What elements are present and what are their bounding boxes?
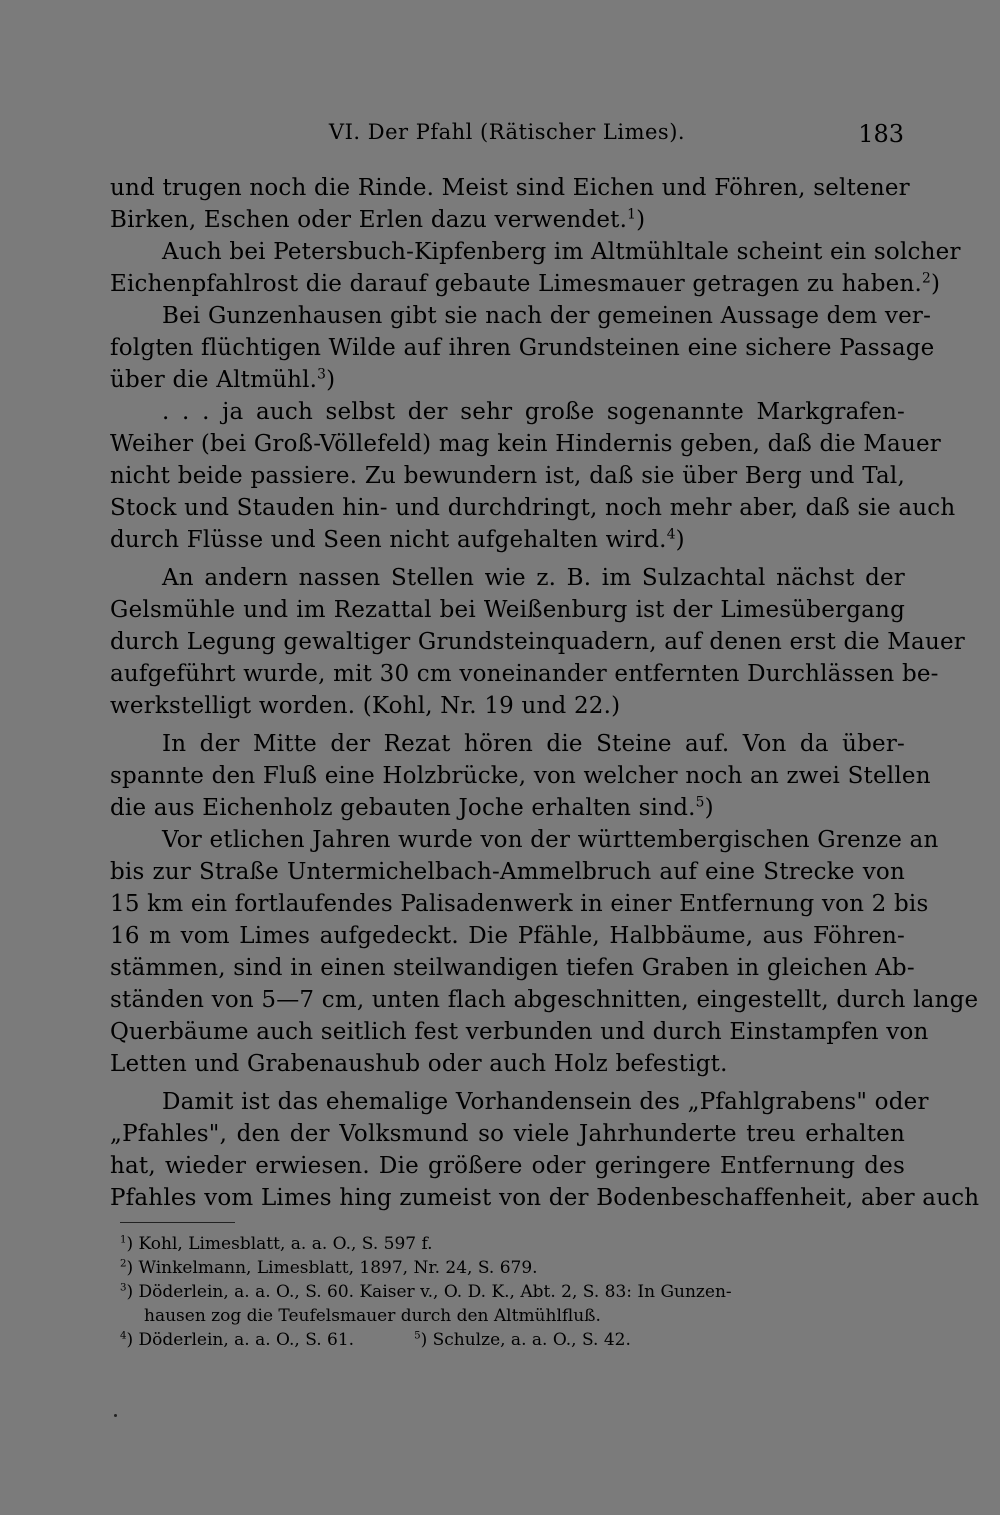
footnote-ref: 5	[695, 794, 705, 811]
text-line: Damit ist das ehemalige Vorhandensein des „Pfahlgrabens" oder	[162, 1089, 929, 1115]
footnote: $^4$) Döderlein, a. a. O., S. 61. $^5$) Schulze, a. a. O., S. 42.	[120, 1330, 631, 1350]
footnote-ref: 3	[317, 366, 327, 383]
text-line: ständen von 5—7 cm, unten flach abgeschnitten, eingestellt, durch lange	[110, 987, 979, 1013]
text-line: Birken, Eschen oder Erlen dazu verwendet.$^1$)	[110, 206, 646, 233]
text-line: Letten und Grabenaushub oder auch Holz befestigt.	[110, 1051, 728, 1077]
footnote-marker: 5	[414, 1330, 421, 1342]
text-line: 16 m vom Limes aufgedeckt. Die Pfähle, Halbbäume, aus Föhren-	[110, 923, 905, 949]
footnote-continuation: hausen zog die Teufelsmauer durch den Altmühlfluß.	[144, 1306, 601, 1326]
text-line: und trugen noch die Rinde. Meist sind Eichen und Föhren, seltener	[110, 175, 910, 201]
page-header	[110, 120, 904, 156]
text-line: folgten flüchtigen Wilde auf ihren Grundsteinen eine sichere Passage	[110, 335, 935, 361]
footnote-ref: 2	[921, 270, 931, 287]
scan-speck	[114, 1414, 117, 1417]
footnote-marker: 4	[120, 1330, 127, 1342]
footnotes	[120, 1232, 905, 1352]
text-line: „Pfahles", den der Volksmund so viele Jahrhunderte treu erhalten	[110, 1121, 905, 1147]
text-line: aufgeführt wurde, mit 30 cm voneinander entfernten Durchlässen be-	[110, 661, 939, 687]
text-line: spannte den Fluß eine Holzbrücke, von welcher noch an zwei Stellen	[110, 763, 931, 789]
text-line: bis zur Straße Untermichelbach-Ammelbruch auf eine Strecke von	[110, 859, 905, 885]
text-line: hat, wieder erwiesen. Die größere oder geringere Entfernung des	[110, 1153, 905, 1179]
text-line: durch Flüsse und Seen nicht aufgehalten wird.$^4$)	[110, 526, 685, 553]
footnote-marker: 1	[120, 1234, 127, 1246]
text-line: In der Mitte der Rezat hören die Steine auf. Von da über-	[162, 731, 905, 757]
body-text	[110, 172, 980, 1214]
footnote-marker: 2	[120, 1258, 127, 1270]
footnote-ref: 4	[666, 526, 676, 543]
text-line: über die Altmühl.$^3$)	[110, 366, 336, 393]
text-line: Auch bei Petersbuch-Kipfenberg im Altmühltale scheint ein solcher	[162, 239, 961, 265]
text-line: werkstelligt worden. (Kohl, Nr. 19 und 22.)	[110, 693, 621, 719]
text-line: Weiher (bei Groß-Völlefeld) mag kein Hindernis geben, daß die Mauer	[110, 431, 941, 457]
text-line: stämmen, sind in einen steilwandigen tiefen Graben in gleichen Ab-	[110, 955, 915, 981]
footnote-marker: 3	[120, 1282, 127, 1294]
text-line: Eichenpfahlrost die darauf gebaute Limesmauer getragen zu haben.$^2$)	[110, 270, 941, 297]
text-line: Pfahles vom Limes hing zumeist von der Bodenbeschaffenheit, aber auch	[110, 1185, 980, 1211]
text-line: Bei Gunzenhausen gibt sie nach der gemeinen Aussage dem ver-	[162, 303, 932, 329]
text-line: Stock und Stauden hin- und durchdringt, noch mehr aber, daß sie auch	[110, 495, 956, 521]
page-number: 183	[858, 120, 904, 148]
footnote: $^3$) Döderlein, a. a. O., S. 60. Kaiser v., O. D. K., Abt. 2, S. 83: In Gunzen-	[120, 1282, 732, 1302]
text-line: . . . ja auch selbst der sehr große sogenannte Markgrafen-	[162, 399, 905, 425]
text-line: nicht beide passiere. Zu bewundern ist, daß sie über Berg und Tal,	[110, 463, 905, 489]
text-line: Gelsmühle und im Rezattal bei Weißenburg ist der Limesübergang	[110, 597, 905, 623]
footnote-ref: 1	[627, 206, 637, 223]
text-line: durch Legung gewaltiger Grundsteinquadern, auf denen erst die Mauer	[110, 629, 965, 655]
text-line: die aus Eichenholz gebauten Joche erhalten sind.$^5$)	[110, 794, 714, 821]
footnote: $^2$) Winkelmann, Limesblatt, 1897, Nr. 24, S. 679.	[120, 1258, 538, 1278]
footnote-divider	[120, 1222, 235, 1223]
footnote: $^1$) Kohl, Limesblatt, a. a. O., S. 597 f.	[120, 1234, 433, 1254]
text-line: Querbäume auch seitlich fest verbunden und durch Einstampfen von	[110, 1019, 929, 1045]
running-title: VI. Der Pfahl (Rätischer Limes).	[328, 120, 686, 144]
text-line: An andern nassen Stellen wie z. B. im Sulzachtal nächst der	[162, 565, 905, 591]
text-line: Vor etlichen Jahren wurde von der württembergischen Grenze an	[162, 827, 939, 853]
text-line: 15 km ein fortlaufendes Palisadenwerk in einer Entfernung von 2 bis	[110, 891, 929, 917]
